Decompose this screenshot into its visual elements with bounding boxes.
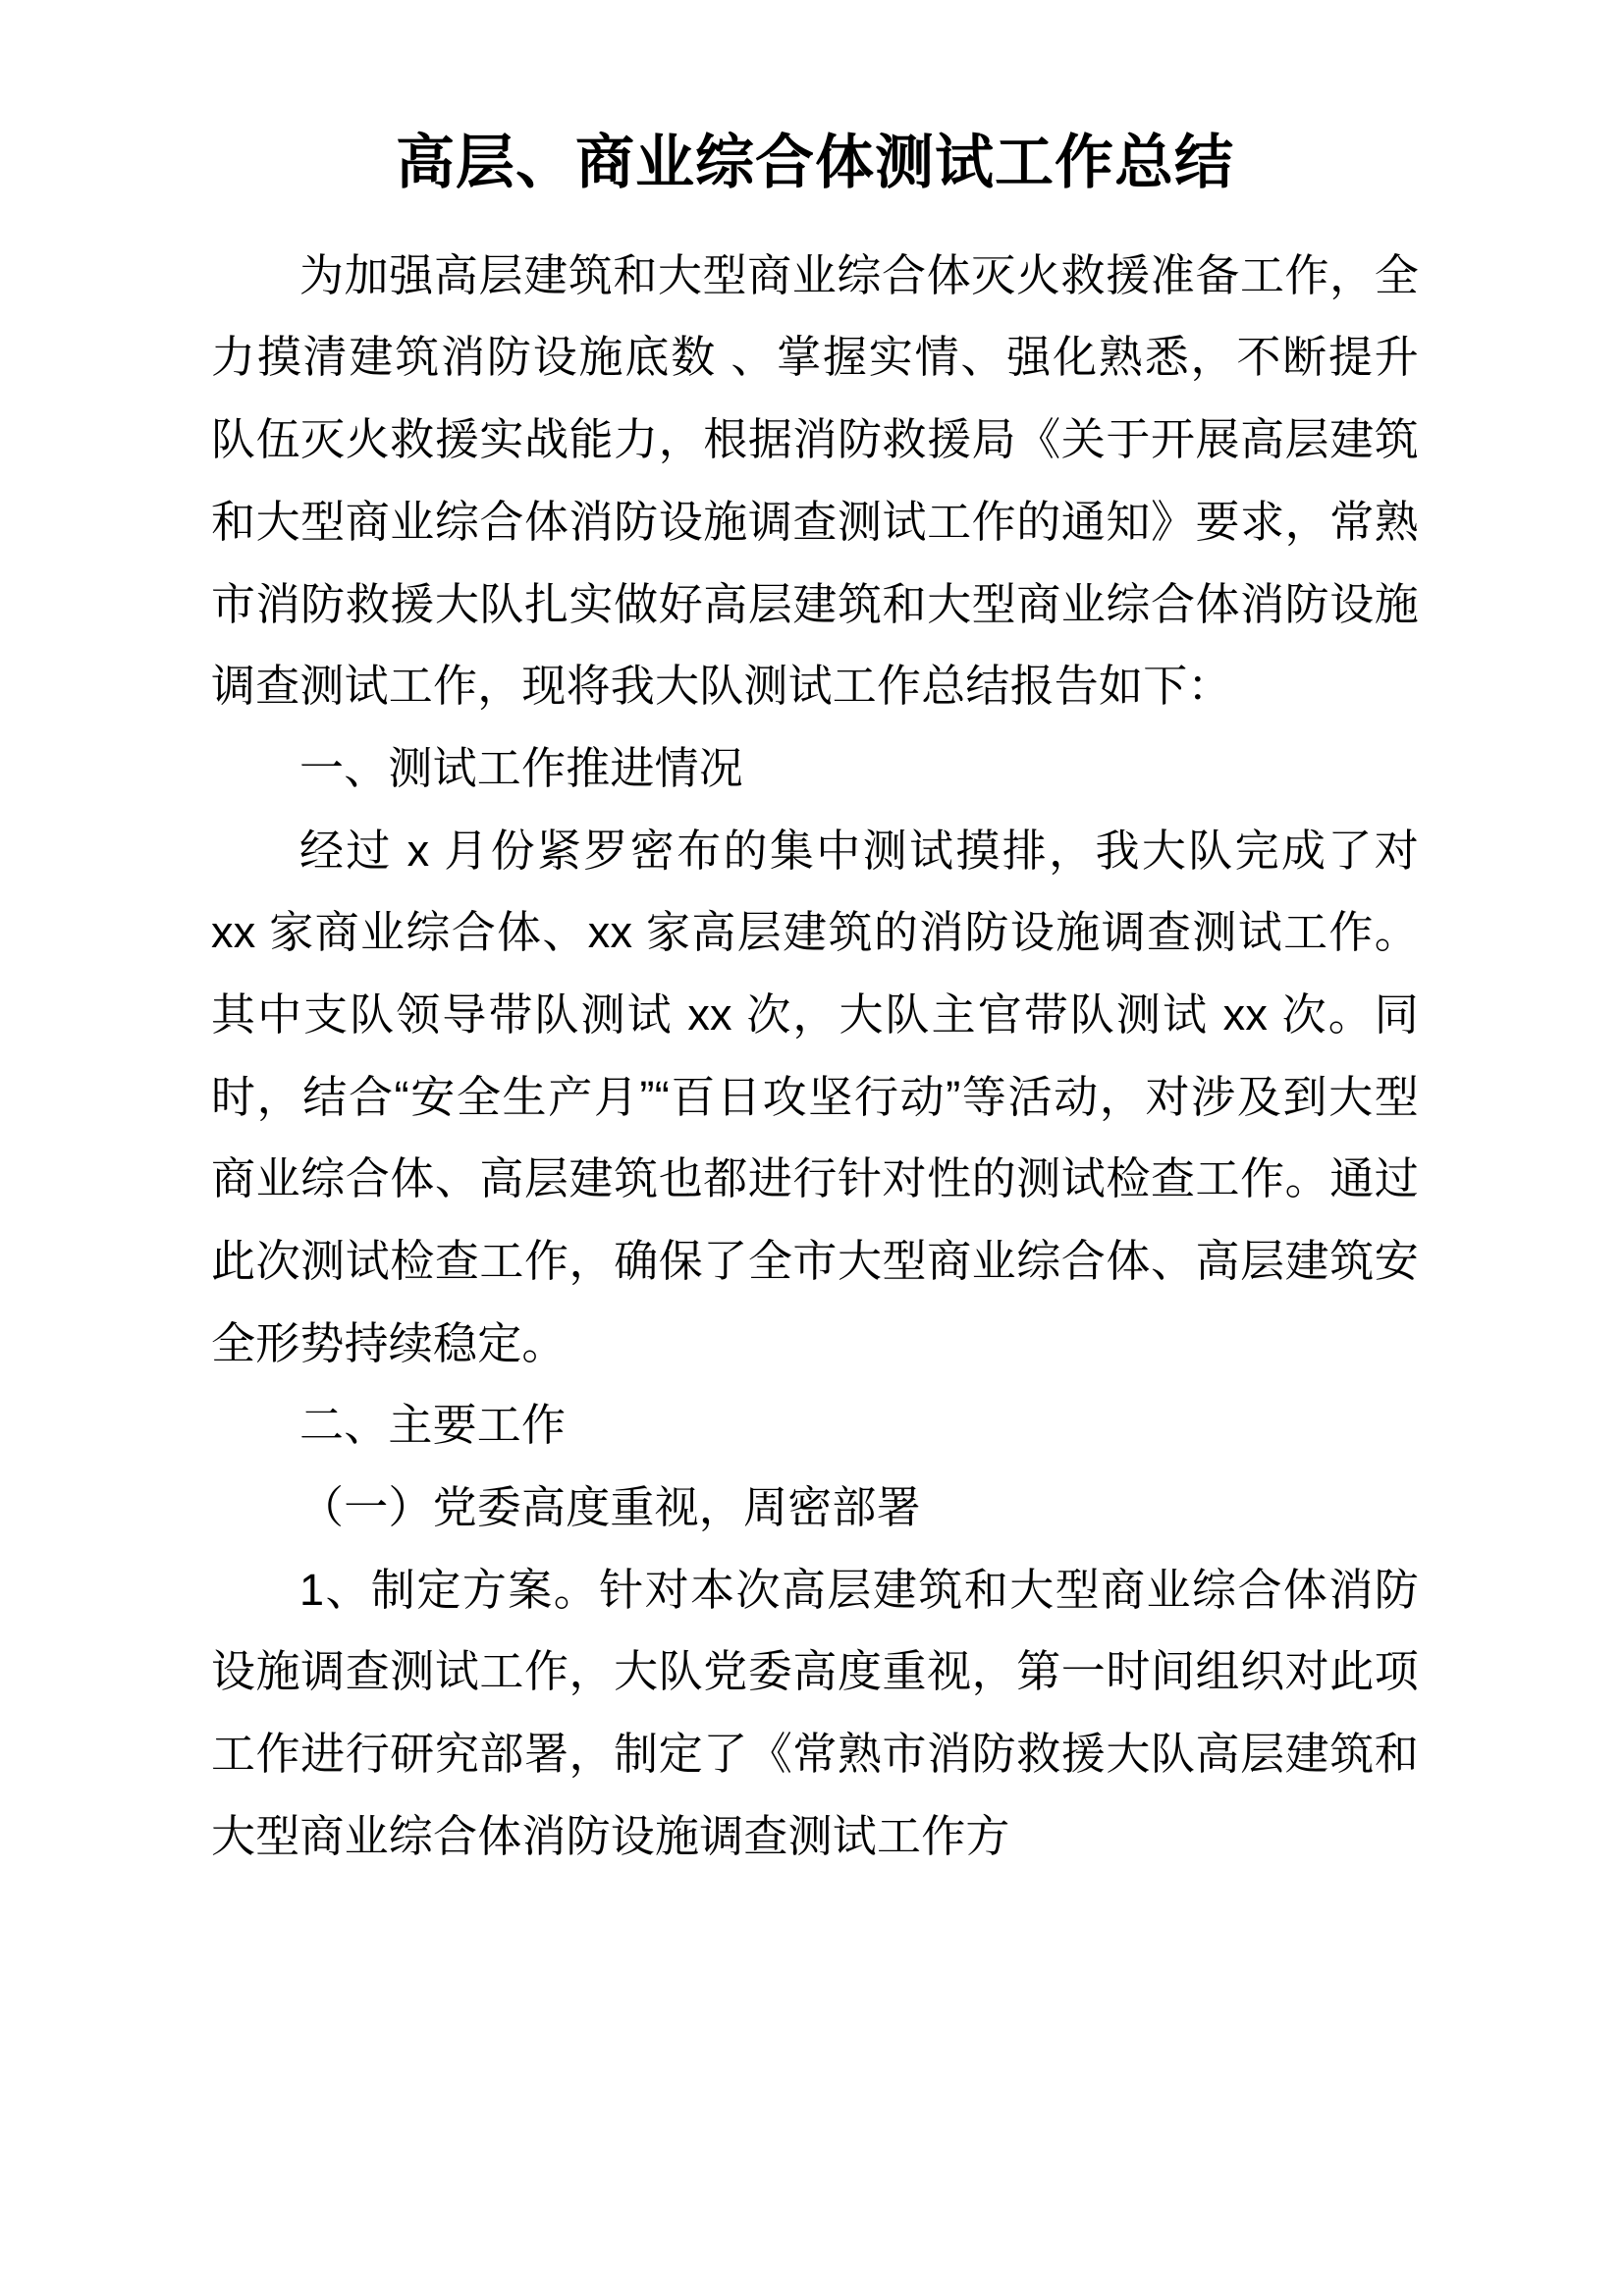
section-one-paragraph: 经过 x 月份紧罗密布的集中测试摸排，我大队完成了对 xx 家商业综合体、xx 家高层建筑的消防设施调查测试工作。其中支队领导带队测试 xx 次，大队主官带队测试 xx 次。同时，结合“安全生产月”“百日攻坚行动”等活动，对涉及到大型商业综合体、高层建筑也都进行针对性的测试检查工作。通过此次测试检查工作，确保了全市大型商业综合体、高层建筑安全形势持续稳定。 [211, 825, 1419, 1368]
subsection-one-item-one: 1、制定方案。针对本次高层建筑和大型商业综合体消防设施调查测试工作，大队党委高度重视，第一时间组织对此项工作进行研究部署，制定了《常熟市消防救援大队高层建筑和大型商业综合体消防设施调查测试工作方 [211, 1564, 1419, 1861]
subsection-heading-one: （一）党委高度重视，周密部署 [299, 1482, 921, 1533]
document-body [211, 126, 1419, 1878]
section-heading-one: 一、测试工作推进情况 [299, 742, 744, 793]
intro-paragraph: 为加强高层建筑和大型商业综合体灭火救援准备工作，全力摸清建筑消防设施底数 、掌握实情、强化熟悉，不断提升队伍灭火救援实战能力，根据消防救援局《关于开展高层建筑和大型商业综合体消防设施调查测试工作的通知》要求，常熟市消防救援大队扎实做好高层建筑和大型商业综合体消防设施调查测试工作，现将我大队测试工作总结报告如下： [211, 249, 1419, 712]
section-heading-two: 二、主要工作 [299, 1400, 567, 1451]
page-title: 高层、商业综合体测试工作总结 [396, 130, 1234, 195]
